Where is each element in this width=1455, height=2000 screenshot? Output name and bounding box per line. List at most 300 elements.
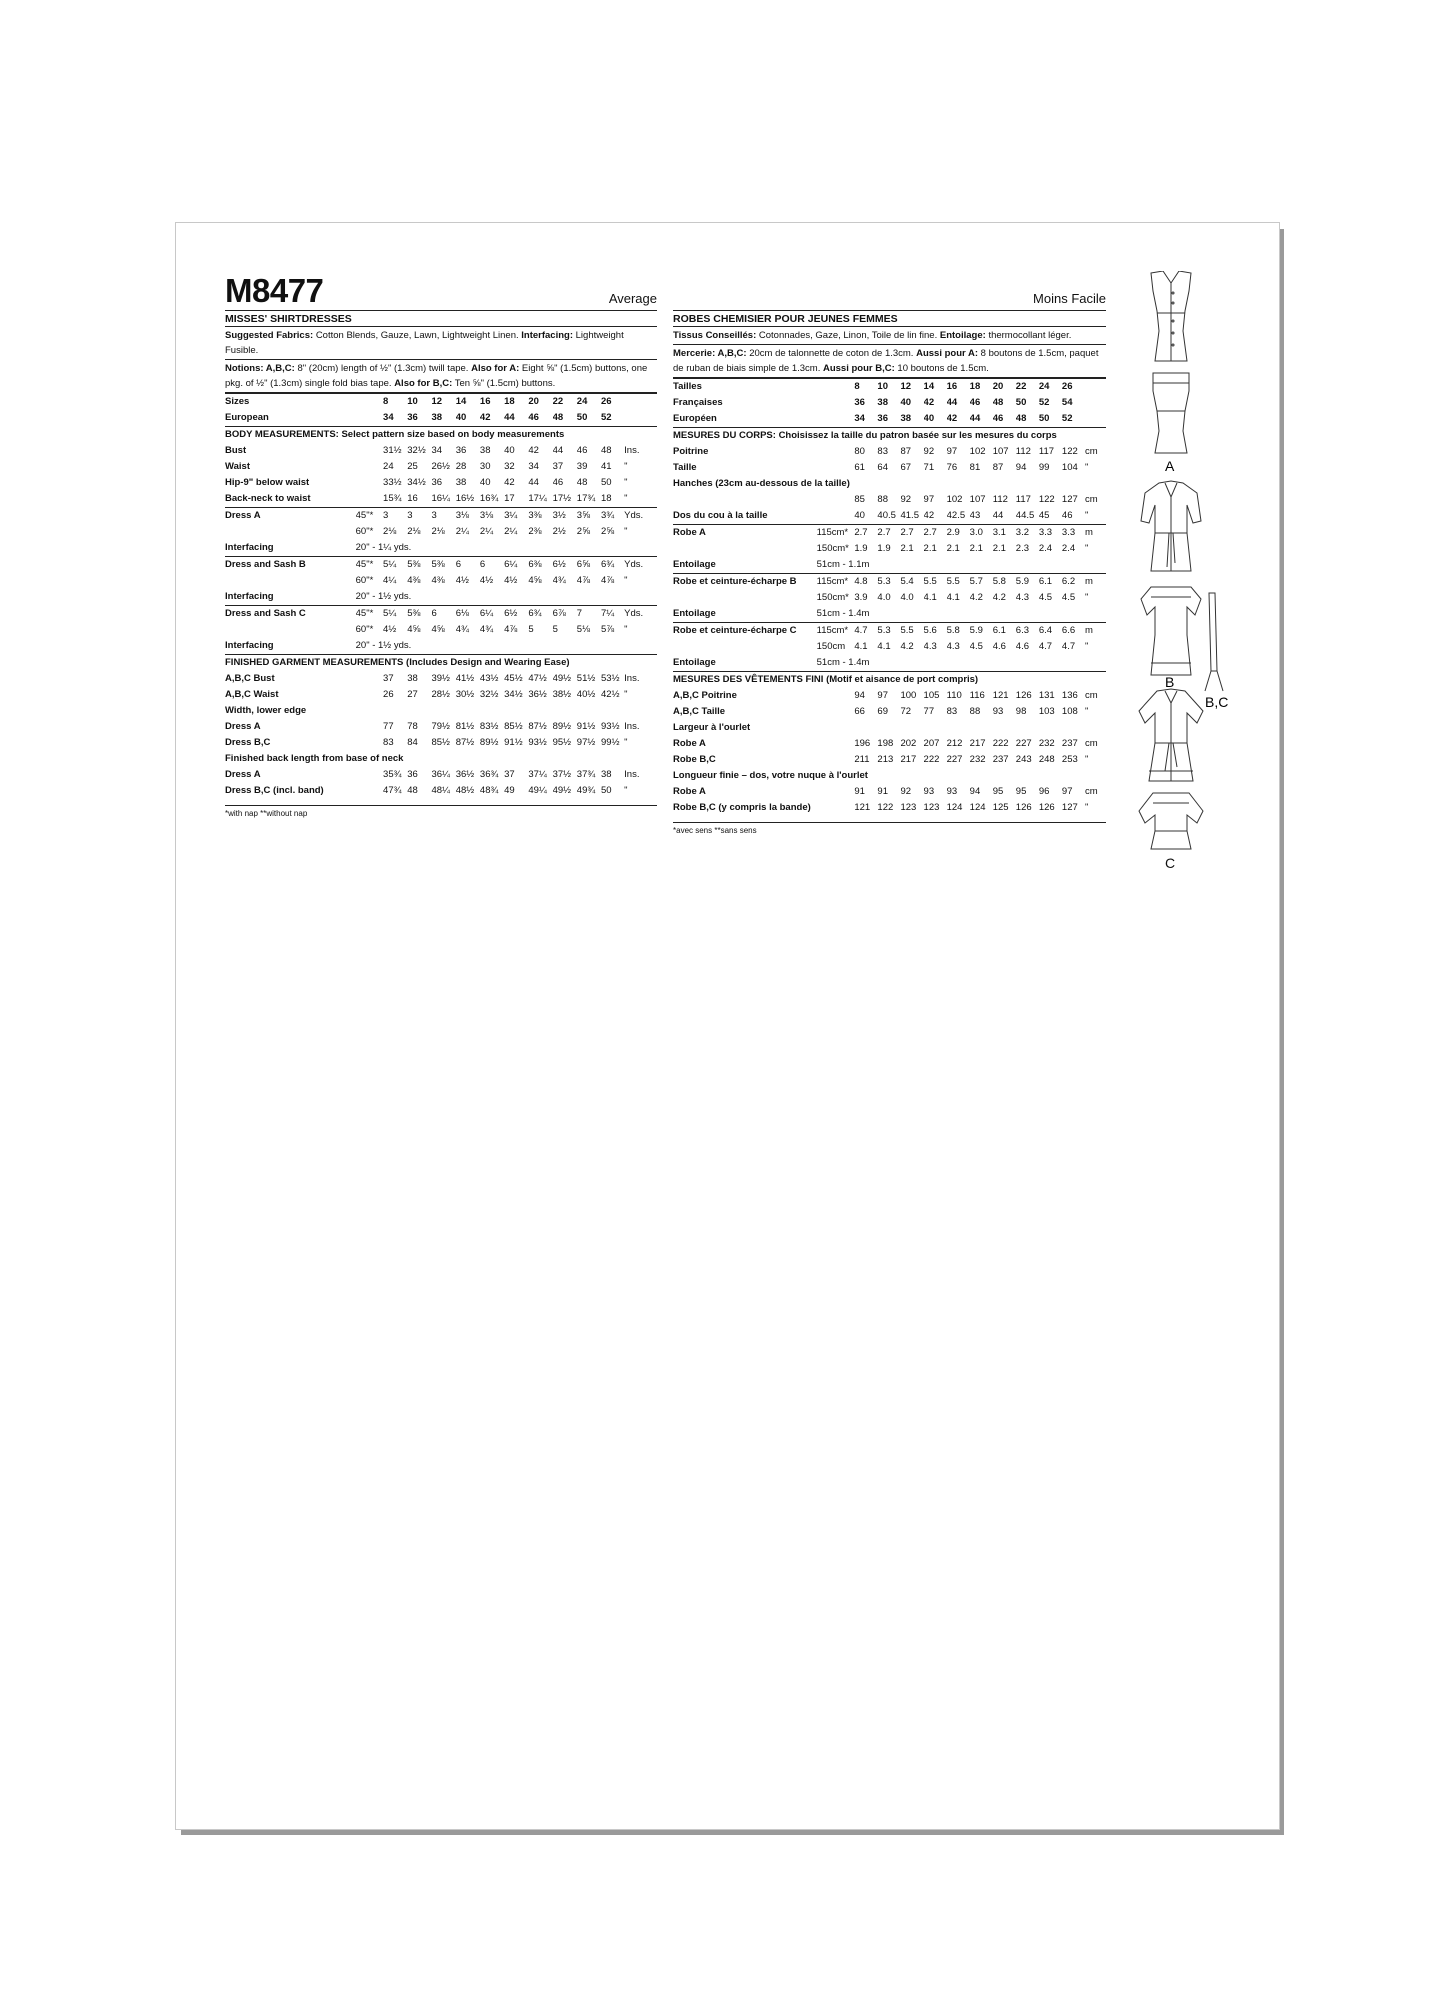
row-width xyxy=(817,460,855,476)
size-value: 2⅝ xyxy=(601,526,615,537)
size-value: 253 xyxy=(1061,754,1078,765)
size-value: 4.1 xyxy=(923,592,937,603)
row-unit: " xyxy=(1084,462,1089,473)
size-value: 5.5 xyxy=(947,574,970,591)
size-system-row xyxy=(673,395,1106,411)
table-row xyxy=(225,443,657,459)
row-label: Dress A xyxy=(225,769,261,780)
size-value: 25 xyxy=(407,461,418,472)
interfacing-label: Interfacing xyxy=(225,591,274,602)
row-unit: " xyxy=(1084,706,1089,717)
size-value: 34 xyxy=(383,410,407,427)
row-label: Hip-9" below waist xyxy=(225,477,310,488)
size-value: 46 xyxy=(993,411,1016,428)
row-label xyxy=(225,573,356,589)
yardage-row xyxy=(673,574,1106,591)
size-value: 4.1 xyxy=(854,641,868,652)
notions-text: 8" (20cm) length of ½" (1.3cm) twill tape. xyxy=(297,363,469,374)
size-value: 6.1 xyxy=(1039,574,1062,591)
back-length-heading xyxy=(225,751,657,767)
size-value: 95 xyxy=(992,786,1004,797)
size-value: 48 xyxy=(576,477,588,488)
size-value: 125 xyxy=(992,802,1009,813)
size-system-row xyxy=(673,411,1106,428)
size-value: 2.3 xyxy=(1015,543,1030,554)
back-length-heading xyxy=(673,768,1106,784)
row-width xyxy=(356,735,383,751)
row-label: Robe B,C xyxy=(673,754,716,765)
size-value: 4⅞ xyxy=(576,575,590,586)
yardage-row xyxy=(225,524,657,540)
size-value: 97 xyxy=(946,446,958,457)
size-value: 50 xyxy=(601,785,612,796)
size-value: 5.8 xyxy=(993,574,1016,591)
size-value: 48¼ xyxy=(431,785,450,796)
size-value: 2.7 xyxy=(924,525,947,542)
size-value: 36 xyxy=(431,477,443,488)
size-value: 7 xyxy=(577,606,601,623)
dress-sketches xyxy=(1121,271,1261,851)
row-label: A,B,C Waist xyxy=(225,689,279,700)
size-value: 243 xyxy=(1015,754,1032,765)
size-value: 49½ xyxy=(552,785,572,796)
interfacing-label: Entoilage xyxy=(673,608,716,619)
interfacing-row xyxy=(225,540,657,557)
size-value: 37¾ xyxy=(576,769,596,780)
size-value: 2.7 xyxy=(854,525,877,542)
size-value: 77 xyxy=(923,706,935,717)
size-value: 69 xyxy=(877,706,888,717)
row-label: Bust xyxy=(225,445,247,456)
size-value: 1.9 xyxy=(877,543,891,554)
row-label: Robe A xyxy=(673,738,706,749)
size-value: 6⅞ xyxy=(553,606,577,623)
table-row xyxy=(225,719,657,735)
size-value: 222 xyxy=(992,738,1009,749)
size-value: 6¾ xyxy=(601,557,624,574)
interfacing-row xyxy=(225,638,657,655)
size-value: 4.6 xyxy=(1015,641,1030,652)
size-value: 43½ xyxy=(479,673,499,684)
size-value: 123 xyxy=(900,802,917,813)
size-value: 5.5 xyxy=(924,574,947,591)
size-value: 4.2 xyxy=(992,592,1006,603)
size-value: 36 xyxy=(877,411,900,428)
interfacing-label: Entoilage xyxy=(673,657,716,668)
row-width xyxy=(817,492,855,508)
row-width xyxy=(817,508,855,525)
size-value: 81½ xyxy=(455,721,475,732)
size-value: 4.5 xyxy=(1061,592,1076,603)
width-heading-text: Largeur à l'ourlet xyxy=(673,722,751,733)
size-value: 3.1 xyxy=(993,525,1016,542)
size-value: 52 xyxy=(601,410,624,427)
row-label: Waist xyxy=(225,461,250,472)
size-value: 17¾ xyxy=(576,493,596,504)
size-value: 22 xyxy=(1016,379,1039,396)
back-length-heading-text: Longueur finie – dos, votre nuque à l'ourlet xyxy=(673,770,868,781)
size-value: 38 xyxy=(900,411,923,428)
size-value: 3.2 xyxy=(1016,525,1039,542)
size-value: 36¾ xyxy=(479,769,499,780)
size-value: 4.5 xyxy=(1038,592,1053,603)
size-value: 41 xyxy=(601,461,612,472)
size-value: 17 xyxy=(504,493,515,504)
body-measurements-heading xyxy=(225,427,657,444)
size-value: 116 xyxy=(969,690,985,701)
sash-sketch xyxy=(1205,593,1223,691)
size-value: 2.1 xyxy=(946,543,960,554)
size-value: 37¼ xyxy=(528,769,547,780)
size-value: 83 xyxy=(383,737,394,748)
row-unit: cm xyxy=(1084,738,1098,749)
french-column xyxy=(673,275,1106,835)
row-width: 115cm* xyxy=(817,525,855,542)
row-unit: m xyxy=(1085,525,1106,542)
size-value: 98 xyxy=(1015,706,1027,717)
size-value: 38 xyxy=(601,769,612,780)
size-value: 44 xyxy=(970,411,993,428)
also-bc-label: Also for B,C: xyxy=(394,378,453,389)
row-unit: Yds. xyxy=(624,606,657,623)
size-value: 5.5 xyxy=(900,623,923,640)
size-value: 33½ xyxy=(383,477,402,488)
size-value: 6⅛ xyxy=(456,606,480,623)
size-value: 28 xyxy=(455,461,467,472)
size-value: 5.3 xyxy=(877,623,900,640)
row-unit: cm xyxy=(1084,690,1098,701)
size-value: 4.6 xyxy=(992,641,1006,652)
size-value: 49½ xyxy=(552,673,572,684)
size-value: 136 xyxy=(1061,690,1078,701)
yardage-row xyxy=(225,557,657,574)
size-value: 61 xyxy=(854,462,865,473)
size-value: 64 xyxy=(877,462,888,473)
size-value: 6½ xyxy=(553,557,577,574)
also-a-text: Eight ⅝" (1.5cm) buttons, one pkg. of ½" (1.3cm) single fold bias tape. xyxy=(225,363,648,389)
fabrics-label: Suggested Fabrics: xyxy=(225,330,314,341)
size-value: 4.3 xyxy=(923,641,937,652)
table-row xyxy=(673,752,1106,768)
row-width: 45"* xyxy=(356,557,383,574)
size-value: 51½ xyxy=(576,673,596,684)
size-value: 6.2 xyxy=(1062,574,1085,591)
table-row xyxy=(673,444,1106,460)
table-row xyxy=(673,704,1106,720)
row-width: 60"* xyxy=(355,526,374,537)
row-label: Robe A xyxy=(673,786,706,797)
hips-heading xyxy=(673,476,1106,492)
size-value: 3⅛ xyxy=(456,508,480,525)
size-value: 122 xyxy=(877,802,894,813)
size-value: 42.5 xyxy=(946,510,966,521)
row-unit: " xyxy=(1084,543,1089,554)
size-value: 94 xyxy=(969,786,981,797)
row-label: Robe et ceinture-écharpe B xyxy=(673,574,817,591)
size-value: 94 xyxy=(1015,462,1027,473)
size-value: 4.8 xyxy=(854,574,877,591)
yardage-row xyxy=(673,525,1106,542)
size-value: 4½ xyxy=(504,575,518,586)
size-value: 217 xyxy=(969,738,986,749)
row-width xyxy=(356,719,383,735)
size-value: 66 xyxy=(854,706,865,717)
size-value: 217 xyxy=(900,754,917,765)
body-measurements-heading xyxy=(673,428,1106,445)
table-row xyxy=(673,784,1106,800)
size-value: 24 xyxy=(577,394,601,411)
size-value: 117 xyxy=(1015,494,1031,505)
difficulty-level: Average xyxy=(608,291,657,306)
interfacing-amount: 20" - 1¼ yds. xyxy=(355,542,412,553)
size-value: 14 xyxy=(924,379,947,396)
row-width: 150cm* xyxy=(816,543,849,554)
size-value: 6¼ xyxy=(480,606,504,623)
size-value: 40 xyxy=(924,411,947,428)
size-value: 4.7 xyxy=(1061,641,1076,652)
size-value: 50 xyxy=(601,477,612,488)
row-width: 45"* xyxy=(356,606,383,623)
size-value: 83 xyxy=(877,446,888,457)
row-unit: " xyxy=(1084,641,1089,652)
table-row xyxy=(225,735,657,751)
yardage-row xyxy=(225,573,657,589)
row-unit: " xyxy=(1084,754,1089,765)
size-value: 3 xyxy=(431,508,455,525)
size-value: 91½ xyxy=(504,737,523,748)
row-unit: " xyxy=(624,624,628,635)
size-value: 95 xyxy=(1015,786,1027,797)
english-tables xyxy=(225,393,657,799)
table-row xyxy=(225,687,657,703)
row-width xyxy=(817,800,855,816)
row-width xyxy=(356,767,383,783)
size-value: 4⅞ xyxy=(601,575,615,586)
interfacing-text-fr: thermocollant léger. xyxy=(988,330,1072,341)
also-a-label-fr: Aussi pour A: xyxy=(916,348,979,359)
size-value: 6⅜ xyxy=(528,557,552,574)
size-value: 83 xyxy=(946,706,958,717)
size-value: 4⅝ xyxy=(407,624,421,635)
size-value: 4.3 xyxy=(946,641,960,652)
size-value: 5 xyxy=(552,624,558,635)
row-label: European xyxy=(225,410,356,427)
size-value: 36½ xyxy=(455,769,475,780)
size-value: 42 xyxy=(947,411,970,428)
size-value: 6.1 xyxy=(993,623,1016,640)
size-value: 4.7 xyxy=(854,623,877,640)
size-value: 232 xyxy=(969,754,986,765)
size-value: 126 xyxy=(1038,802,1055,813)
dress-c-back-sketch xyxy=(1139,793,1203,849)
row-width: 115cm* xyxy=(817,574,855,591)
size-value: 39½ xyxy=(431,673,450,684)
size-value: 3 xyxy=(407,508,431,525)
dress-c-front-sketch xyxy=(1139,689,1203,781)
row-width xyxy=(817,395,855,411)
size-value: 39 xyxy=(576,461,588,472)
size-value: 48¾ xyxy=(479,785,499,796)
size-value: 31½ xyxy=(383,445,402,456)
size-value: 52 xyxy=(1038,397,1050,408)
size-value: 40 xyxy=(456,410,480,427)
size-value: 89½ xyxy=(479,737,499,748)
size-value: 7¼ xyxy=(601,606,624,623)
row-unit: " xyxy=(1084,510,1089,521)
width-heading xyxy=(673,720,1106,736)
pattern-title: MISSES' SHIRTDRESSES xyxy=(225,310,657,327)
finished-measurements-heading xyxy=(673,672,1106,689)
size-value: 99 xyxy=(1038,462,1050,473)
size-value: 93 xyxy=(923,786,935,797)
size-value: 46 xyxy=(1061,510,1073,521)
size-value: 2.1 xyxy=(900,543,914,554)
size-value: 3⅝ xyxy=(577,508,601,525)
size-value: 48½ xyxy=(455,785,475,796)
row-unit: Ins. xyxy=(624,769,640,780)
size-value: 2⅝ xyxy=(576,526,590,537)
size-value: 6.3 xyxy=(1016,623,1039,640)
row-unit: " xyxy=(624,526,628,537)
row-label: Dress and Sash C xyxy=(225,606,356,623)
row-width: 115cm* xyxy=(817,623,855,640)
size-value: 20 xyxy=(993,379,1016,396)
size-value: 32 xyxy=(504,461,515,472)
size-value: 5¼ xyxy=(383,557,407,574)
view-b-label: B xyxy=(1165,674,1175,690)
size-value: 5.6 xyxy=(924,623,947,640)
size-value: 1.9 xyxy=(854,543,868,554)
interfacing-amount: 51cm - 1.1m xyxy=(816,559,870,570)
size-value: 2.1 xyxy=(969,543,983,554)
size-value: 3.3 xyxy=(1039,525,1062,542)
size-value: 97 xyxy=(923,494,935,505)
size-value: 46 xyxy=(969,397,981,408)
yardage-row xyxy=(225,622,657,638)
row-label: Françaises xyxy=(673,397,723,408)
sizes-row xyxy=(673,379,1106,396)
size-value: 4.5 xyxy=(969,641,983,652)
interfacing-row xyxy=(673,606,1106,623)
size-value: 91½ xyxy=(576,721,596,732)
fabrics-text-fr: Cotonnades, Gaze, Linon, Toile de lin fine. xyxy=(758,330,938,341)
back-length-heading-text: Finished back length from base of neck xyxy=(225,753,404,764)
yardage-row xyxy=(673,623,1106,640)
size-value: 97 xyxy=(1061,786,1073,797)
table-row xyxy=(673,460,1106,476)
size-value: 36 xyxy=(407,410,431,427)
size-value: 97½ xyxy=(576,737,596,748)
also-bc-text-fr: 10 boutons de 1.5cm. xyxy=(897,363,989,374)
size-value: 99½ xyxy=(601,737,620,748)
size-value: 94 xyxy=(854,690,865,701)
size-value: 15¾ xyxy=(383,493,402,504)
size-value: 5⅜ xyxy=(407,557,431,574)
table-row xyxy=(225,783,657,799)
size-value: 124 xyxy=(969,802,986,813)
size-value: 48 xyxy=(992,397,1004,408)
dress-b-front-sketch xyxy=(1141,481,1201,571)
size-value: 35¾ xyxy=(383,769,402,780)
interfacing-amount: 51cm - 1.4m xyxy=(816,657,870,668)
row-label: Robe B,C (y compris la bande) xyxy=(673,802,811,813)
interfacing-label: Entoilage xyxy=(673,559,716,570)
row-unit: cm xyxy=(1084,786,1098,797)
size-value: 42½ xyxy=(601,689,620,700)
finished-measurements-heading xyxy=(225,655,657,672)
row-label: A,B,C Poitrine xyxy=(673,690,737,701)
finished-measurements-heading-text: MESURES DES VÊTEMENTS FINI (Motif et aisance de port compris) xyxy=(673,672,1106,689)
row-label xyxy=(673,590,817,606)
size-value: 41½ xyxy=(455,673,475,684)
size-value: 91 xyxy=(854,786,865,797)
row-width xyxy=(356,459,383,475)
size-value: 26 xyxy=(383,689,394,700)
size-value: 2¼ xyxy=(504,526,518,537)
difficulty-level-fr: Moins Facile xyxy=(1033,291,1106,306)
dress-a-front-sketch xyxy=(1151,271,1191,361)
size-value: 34 xyxy=(528,461,539,472)
size-value: 10 xyxy=(877,379,900,396)
size-value: 248 xyxy=(1038,754,1055,765)
size-value: 38 xyxy=(407,673,418,684)
interfacing-row xyxy=(225,589,657,606)
size-value: 32½ xyxy=(479,689,499,700)
row-unit: m xyxy=(1085,623,1106,640)
row-width xyxy=(817,752,855,768)
fabrics-paragraph-fr xyxy=(673,327,1106,345)
row-label: Dress B,C xyxy=(225,737,271,748)
size-value: 38 xyxy=(455,477,467,488)
size-value: 2.4 xyxy=(1038,543,1053,554)
size-value: 6¾ xyxy=(528,606,552,623)
size-value: 26 xyxy=(601,394,624,411)
size-value: 88 xyxy=(877,494,888,505)
size-value: 44 xyxy=(552,445,564,456)
yardage-row xyxy=(673,590,1106,606)
row-label: Sizes xyxy=(225,394,356,411)
size-value: 4.3 xyxy=(1015,592,1030,603)
size-value: 202 xyxy=(900,738,917,749)
also-bc-label-fr: Aussi pour B,C: xyxy=(822,363,895,374)
size-value: 20 xyxy=(528,394,552,411)
size-value: 93½ xyxy=(528,737,547,748)
size-value: 5 xyxy=(528,624,534,635)
row-unit: cm xyxy=(1084,494,1098,505)
header-fr xyxy=(673,275,1106,308)
size-value: 34½ xyxy=(504,689,523,700)
row-label: Dress B,C (incl. band) xyxy=(225,785,324,796)
body-measurements-heading-text: BODY MEASUREMENTS: Select pattern size based on body measurements xyxy=(225,427,657,444)
size-value: 5.9 xyxy=(1016,574,1039,591)
size-value: 14 xyxy=(456,394,480,411)
table-row xyxy=(225,767,657,783)
size-value: 5.3 xyxy=(877,574,900,591)
size-value: 6 xyxy=(431,606,455,623)
size-value: 122 xyxy=(1038,494,1055,505)
size-value: 45½ xyxy=(504,673,523,684)
size-value: 83½ xyxy=(479,721,499,732)
size-value: 54 xyxy=(1061,397,1073,408)
row-unit: Ins. xyxy=(624,445,640,456)
row-width xyxy=(356,783,383,799)
width-heading-text: Width, lower edge xyxy=(225,705,307,716)
row-width xyxy=(817,688,855,704)
size-value: 6 xyxy=(480,557,504,574)
row-unit: cm xyxy=(1084,446,1098,457)
table-row xyxy=(673,492,1106,508)
yardage-row xyxy=(225,508,657,525)
